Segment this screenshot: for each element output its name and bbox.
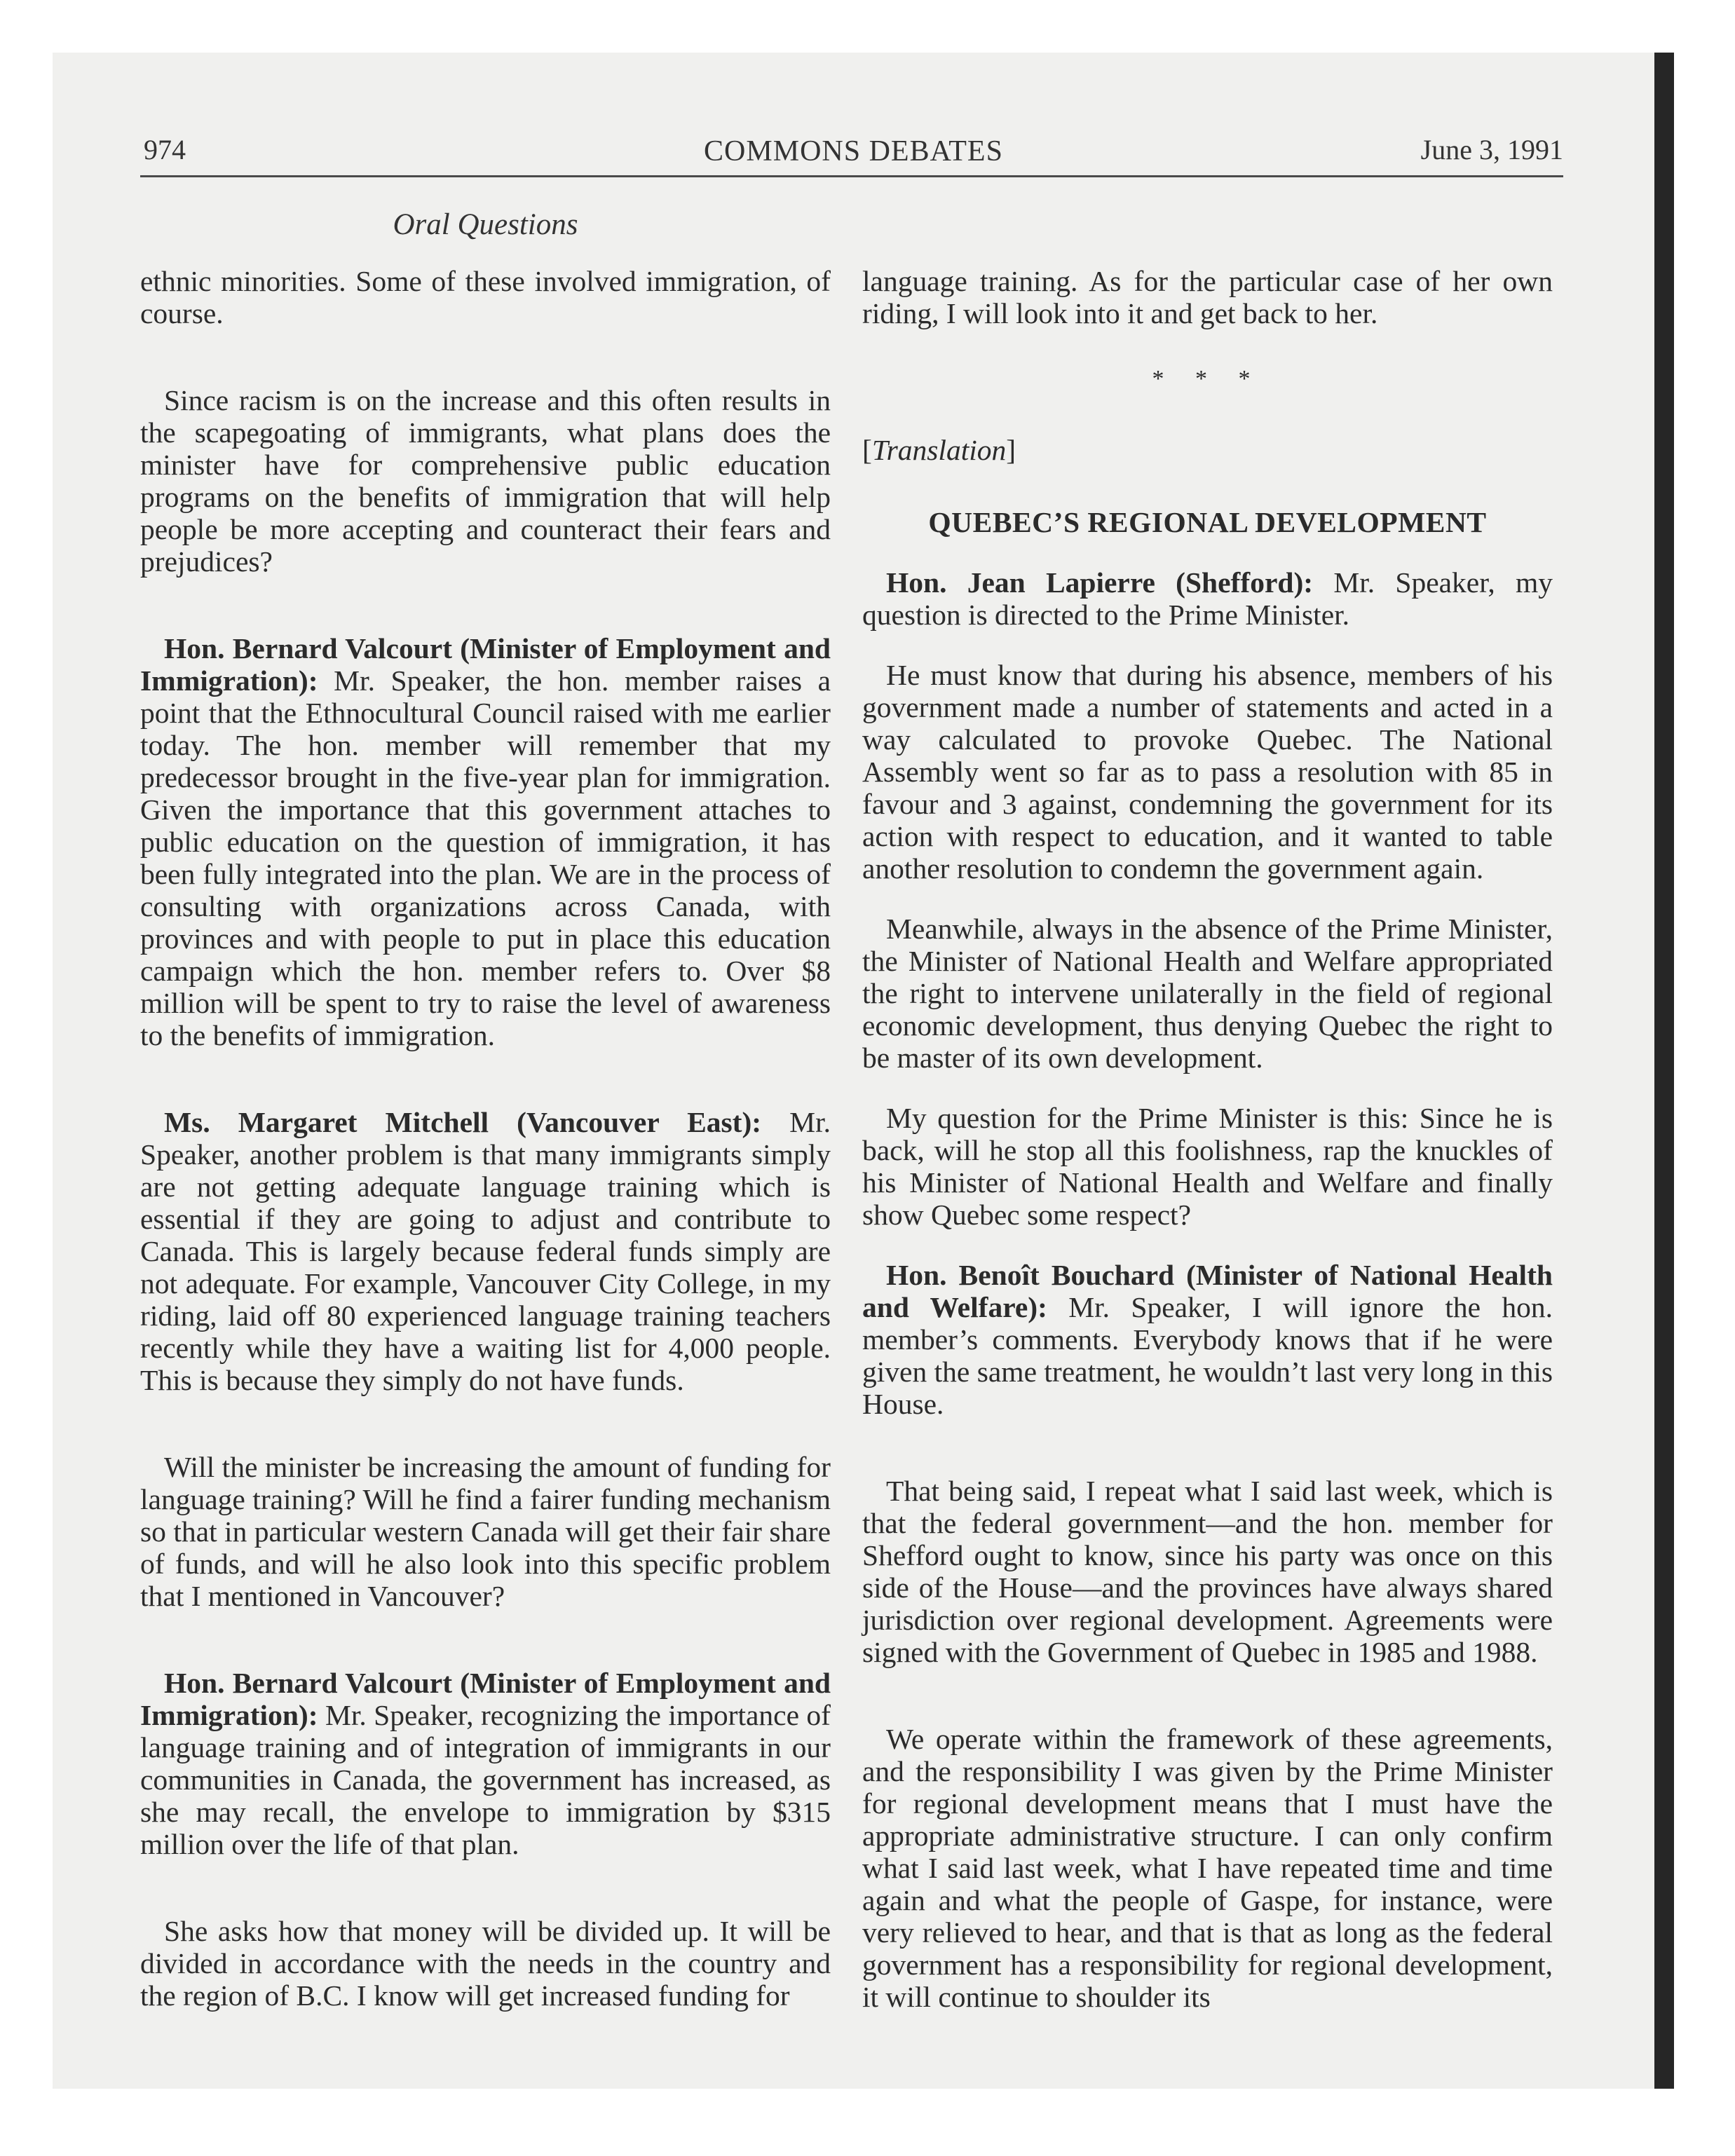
section-heading: QUEBEC’S REGIONAL DEVELOPMENT bbox=[928, 506, 1487, 538]
paragraph bbox=[862, 659, 1553, 885]
section-separator: * * * bbox=[1152, 366, 1263, 392]
paragraph-text: He must know that during his absence, members of his government made a number of statements and acted in a way calculated to provoke Quebec. The National Assembly went so far as to pass a resolution with 85 in favour and 3 against, condemning the government for its action with respect to education, and it wanted to table another resolution to condemn the government again. bbox=[862, 659, 1553, 885]
paragraph bbox=[862, 265, 1553, 329]
scan-edge-shadow bbox=[1654, 53, 1674, 2089]
paragraph bbox=[140, 384, 831, 578]
translation-note: [Translation] bbox=[862, 434, 1016, 466]
right-column bbox=[862, 265, 1553, 2013]
left-column bbox=[140, 265, 831, 2012]
paragraph bbox=[140, 1915, 831, 2012]
paragraph bbox=[862, 1259, 1553, 1420]
paragraph bbox=[862, 913, 1553, 1074]
paragraph-text: Mr. Speaker, another problem is that many immigrants simply are not getting adequate language training which is essential if they are going to adjust and contribute to Canada. This is largely because federal funds simply are not adequate. For example, Vancouver City College, in my riding, laid off 80 experienced language training teachers recently while they have a waiting list for 4,000 people. This is because they simply do not have funds. bbox=[140, 1106, 831, 1396]
speaker-name: Hon. Bernard Valcourt (Minister of Employment and Immigration): bbox=[140, 1667, 831, 1731]
publication-date: June 3, 1991 bbox=[1420, 134, 1563, 165]
paragraph bbox=[862, 1723, 1553, 2013]
paragraph bbox=[140, 632, 831, 1051]
speaker-name: Hon. Jean Lapierre (Shefford): bbox=[886, 566, 1314, 599]
paragraph-text: Since racism is on the increase and this often results in the scapegoating of immigrants, what plans does the minister have for comprehensive public education programs on the benefits of immigration that will help people be more accepting and counteract their fears and prejudices? bbox=[140, 384, 831, 578]
paragraph-text: My question for the Prime Minister is this: Since he is back, will he stop all this foolishness, rap the knuckles of his Minister of National Health and Welfare and finally show Quebec some respect? bbox=[862, 1102, 1553, 1231]
paragraph-text: That being said, I repeat what I said last week, which is that the federal government—and the hon. member for Shefford ought to know, since his party was once on this side of the House—and the provinces have always shared jurisdiction over regional development. Agreements were signed with the Government of Quebec in 1985 and 1988. bbox=[862, 1475, 1553, 1668]
paragraph bbox=[862, 566, 1553, 631]
paragraph-text: Mr. Speaker, recognizing the importance of language training and of integration of immigrants in our communities in Canada, the government has increased, as she may recall, the envelope to immigration by $315 million over the life of that plan. bbox=[140, 1699, 831, 1860]
paragraph bbox=[140, 1451, 831, 1612]
translation-label: Translation bbox=[871, 434, 1007, 466]
header-rule bbox=[140, 175, 1563, 177]
paragraph-text: Mr. Speaker, my question is directed to the Prime Minister. bbox=[862, 566, 1553, 631]
paragraph-text: She asks how that money will be divided up. It will be divided in accordance with the needs in the country and the region of B.C. I know will get increased funding for bbox=[140, 1915, 831, 2012]
speaker-name: Ms. Margaret Mitchell (Vancouver East): bbox=[164, 1106, 762, 1138]
section-title: Oral Questions bbox=[393, 208, 578, 241]
speaker-name: Hon. Benoît Bouchard (Minister of National Health and Welfare): bbox=[862, 1259, 1553, 1323]
paragraph bbox=[862, 1475, 1553, 1668]
paragraph-text: ethnic minorities. Some of these involved immigration, of course. bbox=[140, 265, 831, 329]
paragraph-text: Mr. Speaker, the hon. member raises a point that the Ethnocultural Council raised with me earlier today. The hon. member will remember that my predecessor brought in the five-year plan for immigration. Given the importance that this government attaches to public education on the question of immigration, it has been fully integrated into the plan. We are in the process of consulting with organizations across Canada, with provinces and with people to put in place this education campaign which the hon. member refers to. Over $8 million will be spent to try to raise the level of awareness to the benefits of immigration. bbox=[140, 664, 831, 1051]
paragraph-text: Mr. Speaker, I will ignore the hon. member’s comments. Everybody knows that if he were given the same treatment, he wouldn’t last very long in this House. bbox=[862, 1291, 1553, 1420]
page-number: 974 bbox=[144, 134, 186, 165]
paragraph bbox=[862, 1102, 1553, 1231]
speaker-name: Hon. Bernard Valcourt (Minister of Employment and Immigration): bbox=[140, 632, 831, 697]
paragraph bbox=[140, 265, 831, 329]
paragraph-text: We operate within the framework of these agreements, and the responsibility I was given by the Prime Minister for regional development means that I must have the appropriate administrative structure. I can only confirm what I said last week, what I have repeated time and time again and what the people of Gaspe, for instance, were very relieved to hear, and that is that as long as the federal government has a responsibility for regional development, it will continue to shoulder its bbox=[862, 1723, 1553, 2013]
page-header bbox=[144, 133, 1563, 175]
paragraph-text: Will the minister be increasing the amount of funding for language training? Will he find a fairer funding mechanism so that in particular western Canada will get their fair share of funds, and will he also look into this specific problem that I mentioned in Vancouver? bbox=[140, 1451, 831, 1612]
publication-title: COMMONS DEBATES bbox=[704, 135, 1003, 168]
paragraph-text: Meanwhile, always in the absence of the Prime Minister, the Minister of National Health and Welfare appropriated the right to intervene unilaterally in the field of regional economic development, thus denying Quebec the right to be master of its own development. bbox=[862, 913, 1553, 1074]
paragraph-text: language training. As for the particular case of her own riding, I will look into it and get back to her. bbox=[862, 265, 1553, 329]
paragraph bbox=[140, 1106, 831, 1396]
paragraph bbox=[140, 1667, 831, 1860]
